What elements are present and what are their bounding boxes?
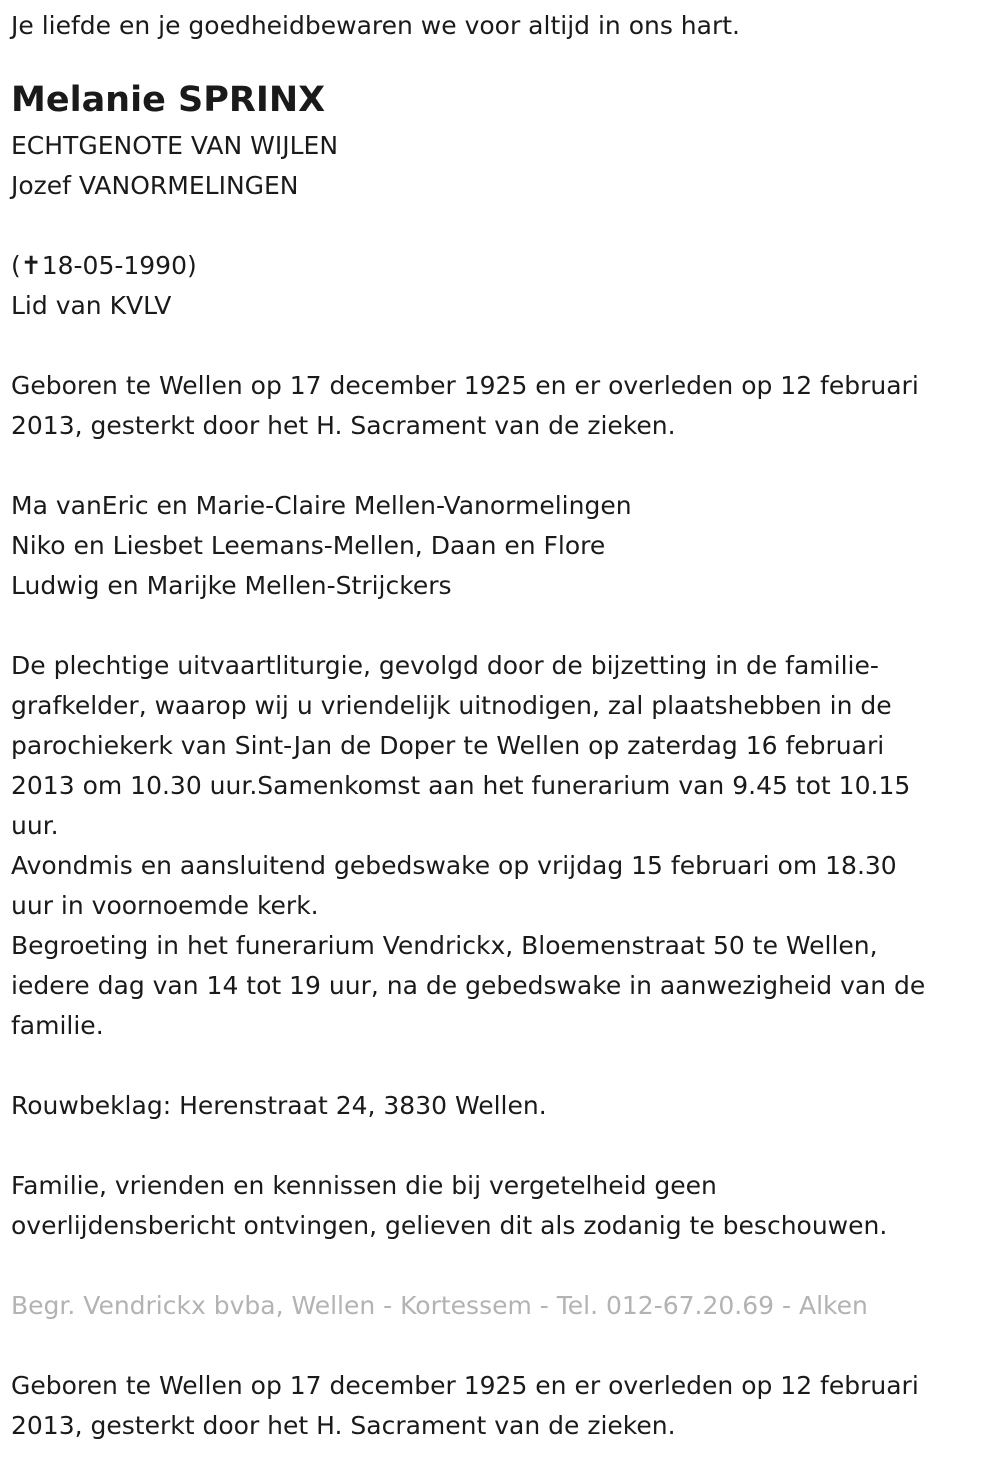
spacer <box>11 1246 971 1286</box>
spouse-death-date: (✝18-05-1990) <box>11 251 197 280</box>
undertaker-credit: Begr. Vendrickx bvba, Wellen - Kortessem - Tel. 012-67.20.69 - Alken <box>11 1291 868 1320</box>
spacer <box>11 1326 971 1366</box>
paragraph-line: grafkelder, waarop wij u vriendelijk uitnodigen, zal plaatshebben in de <box>11 691 892 720</box>
family-member: Ludwig en Marijke Mellen-Strijckers <box>11 571 452 600</box>
paragraph-line: uur. <box>11 811 59 840</box>
paragraph-line: uur in voornoemde kerk. <box>11 891 319 920</box>
paragraph-line: parochiekerk van Sint-Jan de Doper te Wellen op zaterdag 16 februari <box>11 731 885 760</box>
spacer <box>11 206 971 246</box>
paragraph-line: 2013, gesterkt door het H. Sacrament van de zieken. <box>11 1411 676 1440</box>
paragraph-line: Geboren te Wellen op 17 december 1925 en er overleden op 12 februari <box>11 371 919 400</box>
birth-death-paragraph <box>11 366 971 446</box>
spacer <box>11 326 971 366</box>
paragraph-line: Avondmis en aansluitend gebedswake op vrijdag 15 februari om 18.30 <box>11 851 897 880</box>
paragraph-line: Begroeting in het funerarium Vendrickx, Bloemenstraat 50 te Wellen, <box>11 931 878 960</box>
paragraph-line: iedere dag van 14 tot 19 uur, na de gebedswake in aanwezigheid van de <box>11 971 926 1000</box>
spacer <box>11 446 971 486</box>
spouse-line-1: ECHTGENOTE VAN WIJLEN <box>11 131 339 160</box>
paragraph-line: 2013 om 10.30 uur.Samenkomst aan het funerarium van 9.45 tot 10.15 <box>11 771 911 800</box>
family-member: Niko en Liesbet Leemans-Mellen, Daan en Flore <box>11 531 606 560</box>
paragraph-line: Familie, vrienden en kennissen die bij vergetelheid geen <box>11 1171 717 1200</box>
family-member: Ma vanEric en Marie-Claire Mellen-Vanormelingen <box>11 491 632 520</box>
family-list <box>11 486 971 606</box>
intro-text: Je liefde en je goedheidbewaren we voor altijd in ons hart. <box>11 11 740 40</box>
spacer <box>11 1046 971 1086</box>
paragraph-line: overlijdensbericht ontvingen, gelieven dit als zodanig te beschouwen. <box>11 1211 888 1240</box>
condolence-address: Rouwbeklag: Herenstraat 24, 3830 Wellen. <box>11 1091 547 1120</box>
spacer <box>11 1126 971 1166</box>
spouse-line-2: Jozef VANORMELINGEN <box>11 171 299 200</box>
membership-text: Lid van KVLV <box>11 291 172 320</box>
paragraph-line: familie. <box>11 1011 104 1040</box>
paragraph-line: Geboren te Wellen op 17 december 1925 en er overleden op 12 februari <box>11 1371 919 1400</box>
notice-paragraph <box>11 1166 971 1246</box>
paragraph-line: 2013, gesterkt door het H. Sacrament van de zieken. <box>11 411 676 440</box>
funeral-details <box>11 646 971 1046</box>
birth-death-paragraph-repeat <box>11 1366 971 1446</box>
deceased-name: Melanie SPRINX <box>11 80 326 120</box>
spacer <box>11 606 971 646</box>
obituary-notice <box>11 6 971 1446</box>
paragraph-line: De plechtige uitvaartliturgie, gevolgd door de bijzetting in de familie- <box>11 651 879 680</box>
